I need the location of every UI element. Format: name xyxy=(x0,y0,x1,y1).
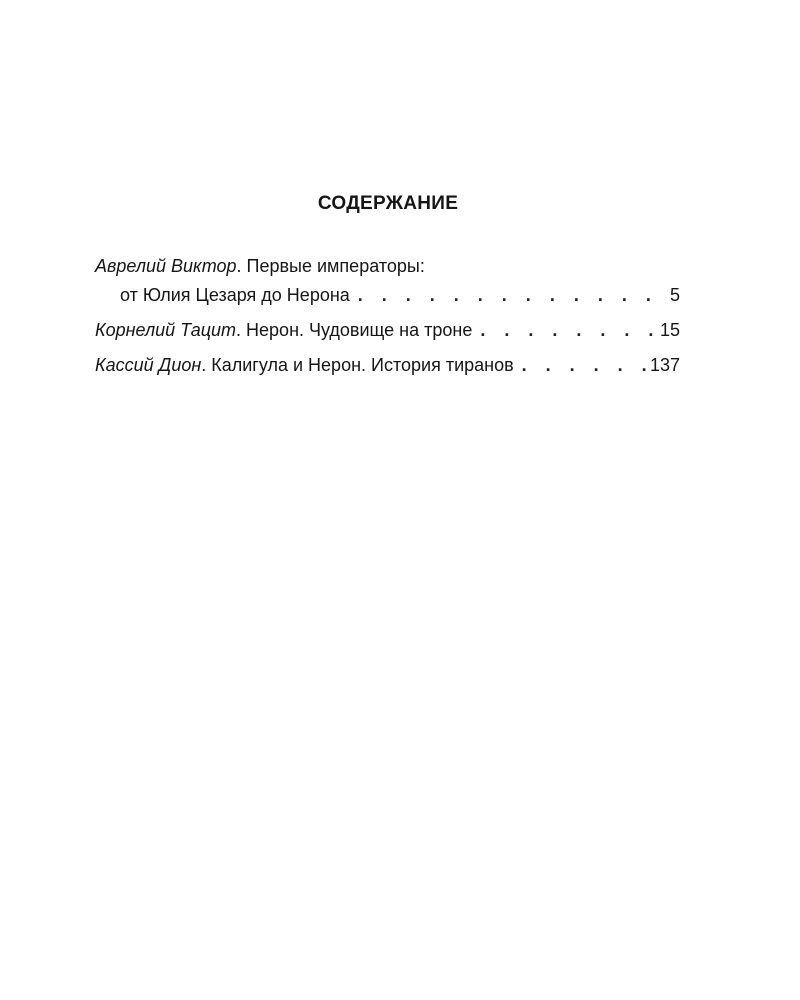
toc-entry-line xyxy=(95,316,680,345)
entry-author: Аврелий Виктор xyxy=(95,256,237,276)
toc-entry xyxy=(95,316,680,345)
entry-page-number: 5 xyxy=(669,285,680,305)
entry-author: Кассий Дион xyxy=(95,355,202,375)
entry-title: . Калигула и Нерон. История тиранов xyxy=(201,355,514,375)
dot-leader xyxy=(480,316,658,345)
toc-entry-line xyxy=(95,281,680,310)
entry-author: Корнелий Тацит xyxy=(95,320,237,340)
dot-leader xyxy=(522,351,648,380)
entry-title-continued: от Юлия Цезаря до Нерона xyxy=(120,285,350,305)
entry-page-number: 15 xyxy=(659,320,680,340)
entry-title: . Нерон. Чудовище на троне xyxy=(236,320,473,340)
table-of-contents xyxy=(95,252,680,386)
toc-entry-line xyxy=(95,351,680,380)
toc-entry xyxy=(95,351,680,380)
entry-page-number: 137 xyxy=(649,355,680,375)
toc-entry-line xyxy=(95,252,680,281)
dot-leader xyxy=(358,281,668,310)
toc-heading: СОДЕРЖАНИЕ xyxy=(317,193,459,214)
toc-entry xyxy=(95,252,680,310)
entry-title: . Первые императоры: xyxy=(236,256,425,276)
